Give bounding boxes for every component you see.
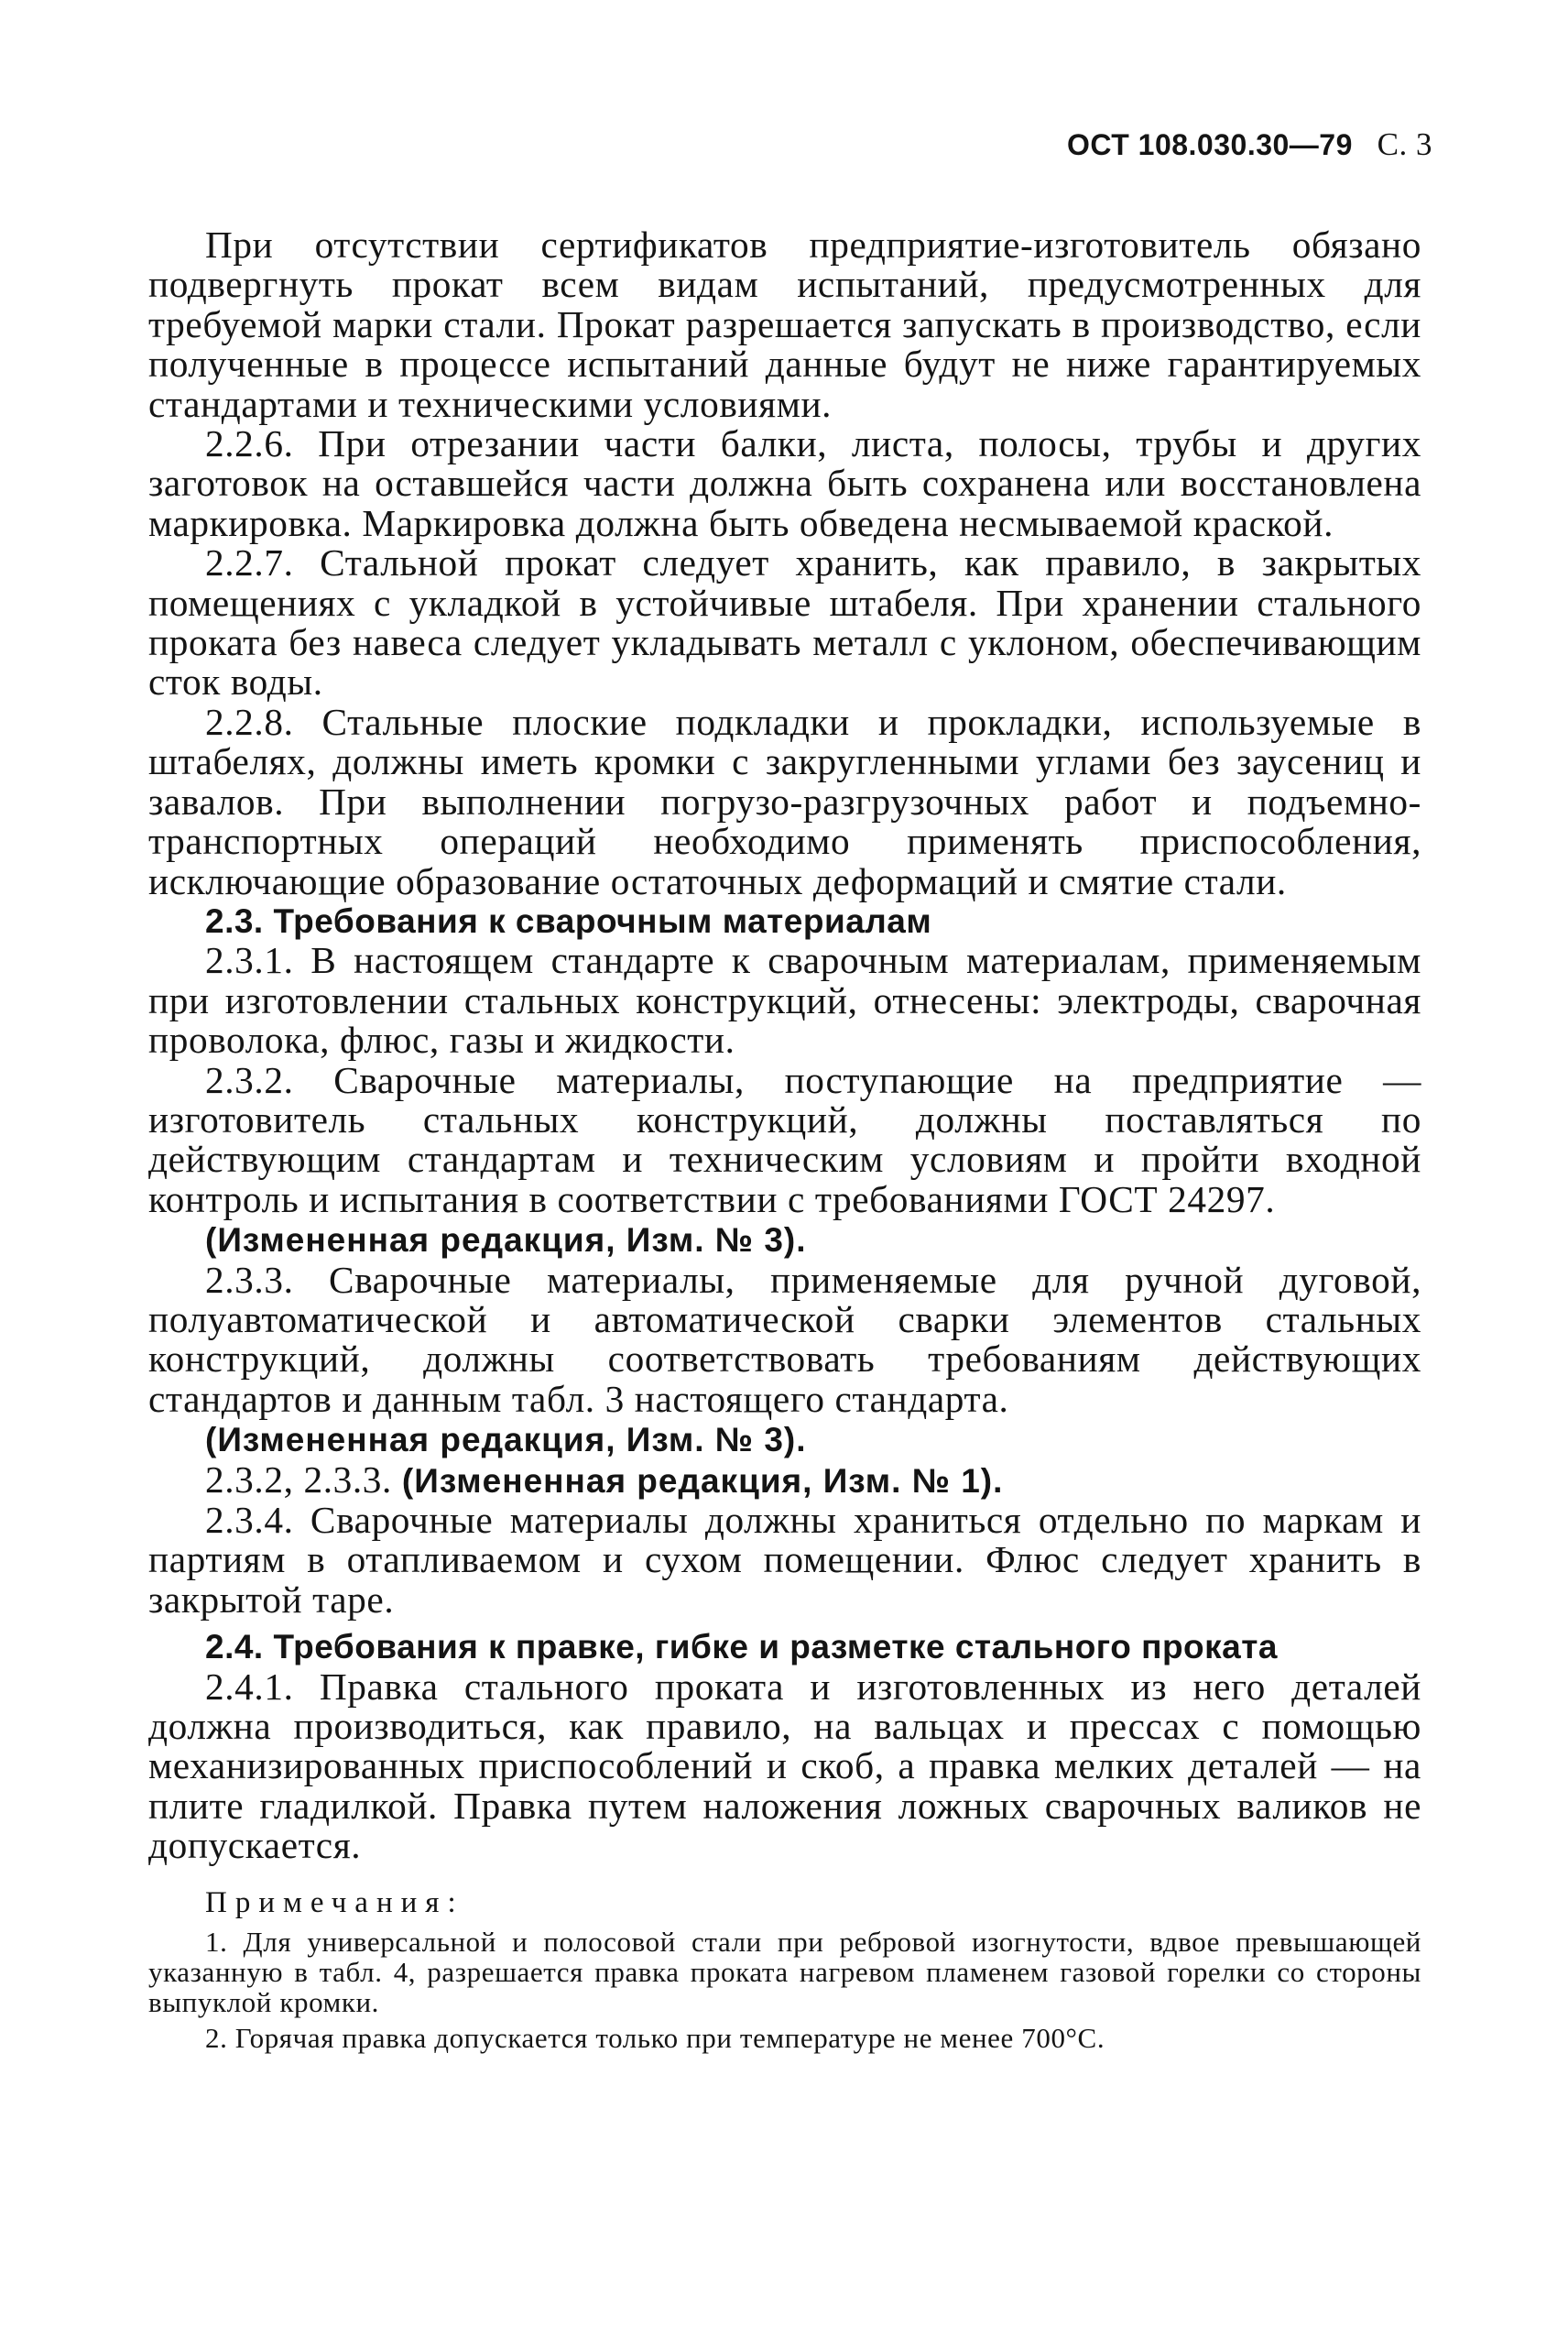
paragraph-2-2-6: 2.2.6. При отрезании части балки, листа, полосы, трубы и других заготовок на оставшейся части должна быть сохранена или восстановлена маркировка. Маркировка должна быть обведена несмываемой краской.	[148, 422, 1421, 544]
amendment-note-combined	[148, 1460, 1421, 1501]
note-2: 2. Горячая правка допускается только при температуре не менее 700°С.	[205, 2021, 1105, 2054]
amendment-note	[148, 1219, 1421, 1260]
paragraph-2-3-1: 2.3.1. В настоящем стандарте к сварочным материалам, применяемым при изготовлении стальных конструкций, отнесены: электроды, сварочная проволока, флюс, газы и жидкости.	[148, 939, 1421, 1062]
paragraph-2-3-2: 2.3.2. Сварочные материалы, поступающие на предприятие — изготовитель стальных конструкций, должны поставляться по действующим стандартам и техническим условиям и пройти входной контроль и испытания в соответствии с требованиями ГОСТ 24297.	[148, 1058, 1421, 1220]
section-heading-2-4: 2.4. Требования к правке, гибке и разметке стального проката	[205, 1628, 1278, 1666]
paragraph-certificates: При отсутствии сертификатов предприятие-изготовитель обязано подвергнуть прокат всем видам испытаний, предусмотренных для требуемой марки стали. Прокат разрешается запускать в производство, если полученные в процессе испытаний данные будут не ниже гарантируемых стандартами и техническими условиями.	[148, 224, 1421, 425]
clause-refs: 2.3.2, 2.3.3.	[205, 1458, 392, 1501]
amendment-text: (Измененная редакция, Изм. № 3).	[205, 1221, 807, 1260]
note-1: 1. Для универсальной и полосовой стали при ребровой изогнутости, вдвое превышающей указанную в табл. 4, разрешается правка проката нагревом пламенем газовой горелки со стороны выпуклой кромки.	[148, 1925, 1421, 2018]
page-number: С. 3	[1377, 126, 1432, 162]
document-body	[148, 225, 1421, 2053]
paragraph-2-2-7: 2.2.7. Стальной прокат следует хранить, как правило, в закрытых помещениях с укладкой в устойчивые штабеля. При хранении стального проката без навеса следует укладывать металл с уклоном, обеспечивающим сток воды.	[148, 541, 1421, 704]
paragraph-2-3-3: 2.3.3. Сварочные материалы, применяемые для ручной дуговой, полуавтоматической и автоматической сварки элементов стальных конструкций, должны соответствовать требованиям действующих стандартов и данным табл. 3 настоящего стандарта.	[148, 1258, 1421, 1420]
paragraph-2-3-4: 2.3.4. Сварочные материалы должны храниться отдельно по маркам и партиям в отапливаемом и сухом помещении. Флюс следует хранить в закрытой таре.	[148, 1499, 1421, 1621]
amendment-text: (Измененная редакция, Изм. № 3).	[205, 1421, 807, 1459]
section-heading-2-3: 2.3. Требования к сварочным материалам	[205, 901, 932, 940]
paragraph-2-4-1: 2.4.1. Правка стального проката и изготовленных из него деталей должна производиться, как правило, на вальцах и прессах с помощью механизированных приспособлений и скоб, а правка мелких деталей — на плите гладилкой. Правка путем наложения ложных сварочных валиков не допускается.	[148, 1665, 1421, 1867]
paragraph-2-2-8: 2.2.8. Стальные плоские подкладки и прокладки, используемые в штабелях, должны иметь кромки с закругленными углами без заусениц и завалов. При выполнении погрузо-разгрузочных работ и подъемно-транспортных операций необходимо применять приспособления, исключающие образование остаточных деформаций и смятие стали.	[148, 700, 1421, 902]
notes-title: Примечания:	[205, 1885, 464, 1919]
amendment-note	[148, 1419, 1421, 1459]
page-header	[1067, 126, 1432, 163]
standard-code: ОСТ 108.030.30—79	[1067, 128, 1353, 161]
amendment-text: (Измененная редакция, Изм. № 1).	[401, 1461, 1004, 1500]
